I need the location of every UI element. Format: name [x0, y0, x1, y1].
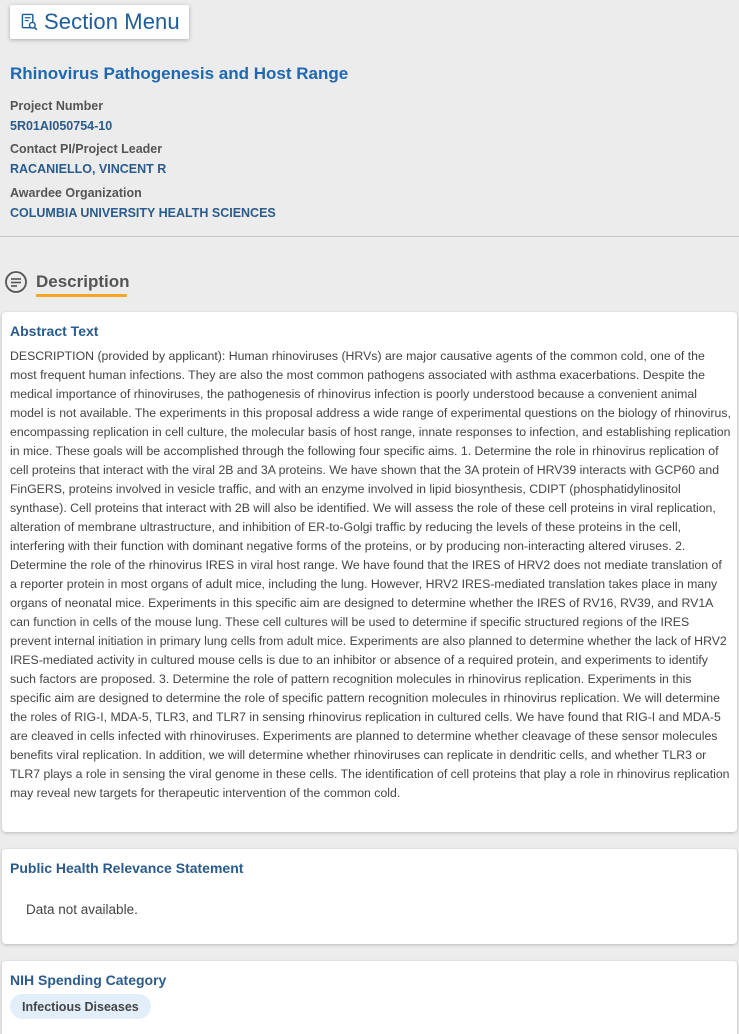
spending-category-chip[interactable]: Infectious Diseases	[10, 994, 151, 1019]
awardee-org-value[interactable]: COLUMBIA UNIVERSITY HEALTH SCIENCES	[10, 206, 276, 220]
header-divider	[0, 236, 739, 237]
abstract-text: DESCRIPTION (provided by applicant): Human rhinoviruses (HRVs) are major causative agents of the common cold, one of the most frequent human infections. They are also the most common pathogens associated with asthma exacerbations. Despite the medical importance of rhinoviruses, the pathogenesis of rhinovirus infection is poorly understood because a convenient animal model is not available. The experiments in this proposal address a wide range of experimental questions on the biology of rhinovirus, encompassing replication in cell culture, the molecular basis of host range, innate responses to infection, and establishing replication in mice. These goals will be accomplished through the following four specific aims. 1. Determine the role in rhinovirus replication of cell proteins that interact with the viral 2B and 3A proteins. We have shown that the 3A protein of HRV39 interacts with GCP60 and FinGERS, proteins involved in vesicle traffic, and with an enzyme involved in lipid biosynthesis, CDIPT (phosphatidylinositol synthase). Cell proteins that interact with 2B will also be identified. We will assess the role of these cell proteins in viral replication, alteration of membrane ultrastructure, and inhibition of ER-to-Golgi traffic by reducing the levels of these proteins in the cell, interfering with their function with dominant negative forms of the proteins, or by producing non-interacting altered viruses. 2. Determine the role of the rhinovirus IRES in viral host range. We have found that the IRES of HRV2 does not mediate translation of a reporter protein in most organs of adult mice, including the lung. However, HRV2 IRES-mediated translation takes place in many organs of neonatal mice. Experiments in this specific aim are designed to determine whether the IRES of RV16, RV39, and RV1A can function in cells of the mouse lung. These cell cultures will be used to determine if specific structured regions of the IRES prevent internal initiation in primary lung cells from adult mice. Experiments are also planned to determine whether the lack of HRV2 IRES-mediated activity in cultured mouse cells is due to an inhibitor or absence of a required protein, and experiments to identify such factors are proposed. 3. Determine the role of pattern recognition molecules in rhinovirus replication. Experiments in this specific aim are designed to determine the role of specific pattern recognition molecules in rhinovirus replication. We will determine the roles of RIG-I, MDA-5, TLR3, and TLR7 in sensing rhinovirus replication in cultured cells. We have found that RIG-I and MDA-5 are cleaved in cells infected with rhinoviruses. Experiments are planned to determine whether cleavage of these sensor molecules benefits viral replication. In addition, we will determine whether rhinoviruses can replicate in dendritic cells, and whether TLR3 or TLR7 plays a role in sensing the viral genome in these cells. The identification of cell proteins that play a role in rhinovirus replication may reveal new targets for therapeutic intervention of the common cold.	[10, 349, 731, 800]
public-health-card	[2, 849, 737, 944]
description-section-header	[4, 270, 130, 294]
contact-pi-label: Contact PI/Project Leader	[10, 142, 163, 156]
project-title: Rhinovirus Pathogenesis and Host Range	[10, 64, 349, 83]
abstract-title: Abstract Text	[10, 323, 99, 339]
description-title: Description	[36, 272, 130, 291]
public-health-title: Public Health Relevance Statement	[10, 860, 244, 876]
list-circle-icon	[4, 270, 28, 294]
spending-category-title: NIH Spending Category	[10, 972, 167, 988]
spending-category-card	[2, 961, 737, 1034]
document-search-icon	[21, 13, 38, 31]
section-menu-label: Section Menu	[44, 9, 180, 34]
public-health-value: Data not available.	[26, 902, 138, 917]
project-number-value[interactable]: 5R01AI050754-10	[10, 119, 113, 133]
abstract-card	[2, 312, 737, 832]
contact-pi-value[interactable]: RACANIELLO, VINCENT R	[10, 162, 167, 176]
awardee-org-label: Awardee Organization	[10, 186, 142, 200]
project-number-label: Project Number	[10, 99, 104, 113]
description-underline	[36, 294, 127, 297]
section-menu-button[interactable]	[10, 5, 189, 39]
